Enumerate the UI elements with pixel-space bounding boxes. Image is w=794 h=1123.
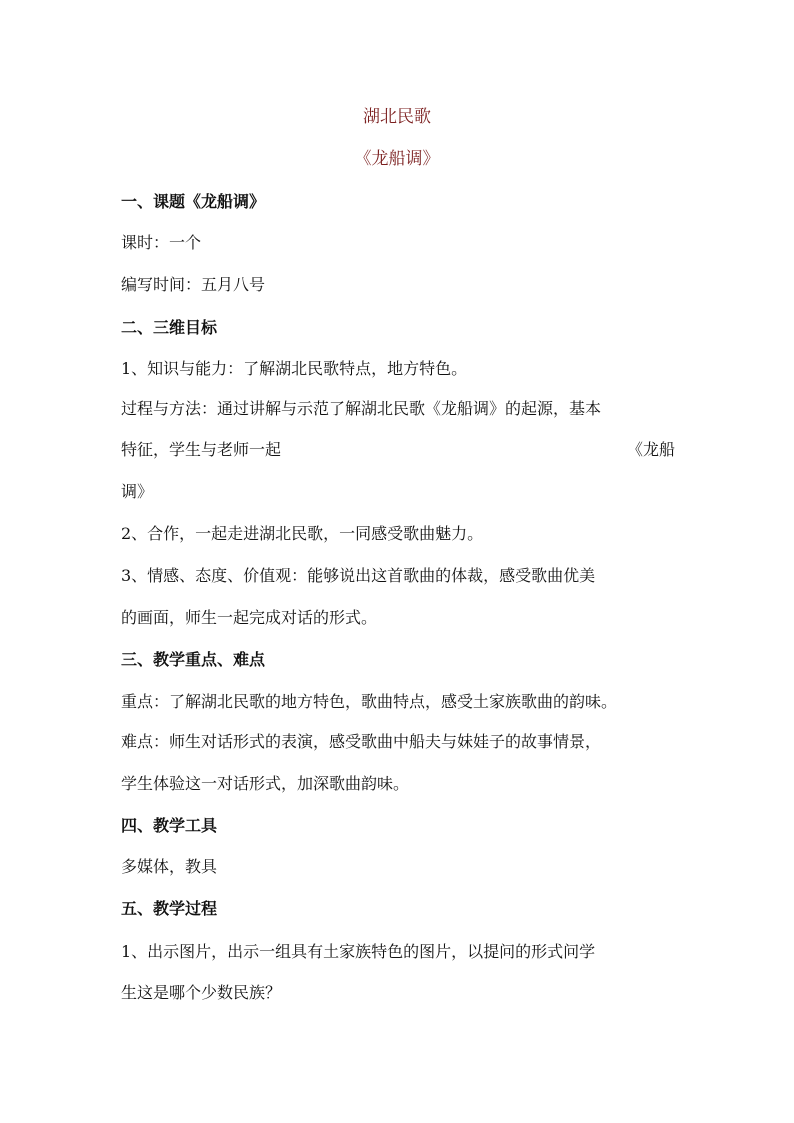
- section-heading-keypoints: 三、教学重点、难点: [121, 650, 266, 669]
- text-line: 生这是哪个少数民族？: [121, 983, 282, 1002]
- text-line: 多媒体，教具: [121, 857, 218, 876]
- text-line: 的画面，师生一起完成对话的形式。: [121, 608, 378, 627]
- text-line: 编写时间：五月八号: [121, 275, 266, 294]
- section-heading-tools: 四、教学工具: [121, 816, 218, 835]
- text-line: 重点：了解湖北民歌的地方特色，歌曲特点，感受土家族歌曲的韵味。: [121, 692, 618, 711]
- text-line: 难点：师生对话形式的表演，感受歌曲中船夫与妹娃子的故事情景，: [121, 732, 602, 751]
- text-line: 特征，学生与老师一起: [121, 440, 282, 459]
- text-line: 学生体验这一对话形式，加深歌曲韵味。: [121, 774, 410, 793]
- text-line: 课时：一个: [121, 233, 202, 252]
- text-line: 过程与方法：通过讲解与示范了解湖北民歌《龙船调》的起源，基本: [121, 399, 602, 418]
- text-line: 1、出示图片，出示一组具有土家族特色的图片，以提问的形式问学: [121, 942, 596, 961]
- section-heading-process: 五、教学过程: [121, 899, 218, 918]
- document-title: 湖北民歌: [363, 107, 431, 127]
- document-subtitle: 《龙船调》: [354, 149, 440, 169]
- text-line-fragment: 《龙船: [627, 440, 676, 459]
- text-line: 1、知识与能力：了解湖北民歌特点，地方特色。: [121, 359, 468, 378]
- section-heading-goals: 二、三维目标: [121, 318, 218, 337]
- text-line: 2、合作，一起走进湖北民歌，一同感受歌曲魅力。: [121, 524, 484, 543]
- text-line: 调》: [121, 482, 154, 501]
- text-line: 3、情感、态度、价值观：能够说出这首歌曲的体裁，感受歌曲优美: [121, 566, 596, 585]
- section-heading-topic: 一、课题《龙船调》: [121, 192, 266, 211]
